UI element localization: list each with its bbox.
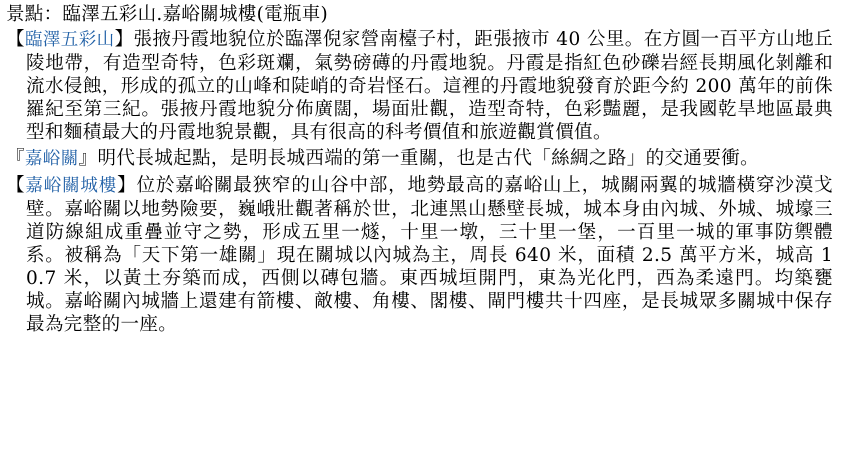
- section-text: 明代長城起點，是明長城西端的第一重關，也是古代「絲綢之路」的交通要衝。: [97, 148, 760, 169]
- bracket-close: 】: [114, 29, 134, 50]
- section-text: 位於嘉峪關最狹窄的山谷中部，地勢最高的嘉峪山上，城關兩翼的城牆橫穿沙漠戈壁。嘉峪關以地勢險要，巍峨壯觀著稱於世，北連黑山懸壁長城，城本身由內城、外城、城壕三道防線組成重疊並守之勢，形成五里一燧，十里一墩，三十里一堡，一百里一城的軍事防禦體系。被稱為「天下第一雄關」現在關城以內城為主，周長 640 米，面積 2.5 萬平方米，城高 10.7 米，以黃土夯築而成，西側以磚包牆。東西城垣開門，東為光化門，西為柔遠門。均築甕城。嘉峪關內城牆上還建有箭樓、敵樓、角樓、閣樓、閘門樓共十四座，是長城眾多關城中保存最為完整的一座。: [26, 175, 833, 335]
- section-jiayuguan: [6, 147, 833, 171]
- section-jiayuguan-fortress-tower: [6, 174, 833, 336]
- section-term: 嘉峪關城樓: [25, 176, 118, 196]
- section-term: 嘉峪關: [24, 149, 79, 169]
- section-linze-colorful-mountain: [6, 28, 833, 144]
- section-term: 臨澤五彩山: [24, 30, 115, 50]
- page-title: 景點：臨澤五彩山.嘉峪關城樓(電瓶車): [6, 4, 329, 25]
- section-text: 張掖丹霞地貌位於臨澤倪家營南檯子村，距張掖市 40 公里。在方圓一百平方山地丘陵地帶，有造型奇特，色彩斑斕，氣勢磅礡的丹霞地貌。丹霞是指紅色砂礫岩經長期風化剝離和流水侵蝕，形成的孤立的山峰和陡峭的奇岩怪石。這裡的丹霞地貌發育於距今約 200 萬年的前侏羅紀至第三紀。張掖丹霞地貌分佈廣闊，場面壯觀，造型奇特，色彩豔麗，是我國乾旱地區最典型和麵積最大的丹霞地貌景觀，具有很高的科考價值和旅遊觀賞價值。: [26, 29, 834, 143]
- bracket-close: 』: [78, 148, 98, 169]
- bracket-open: 【: [6, 29, 25, 50]
- bracket-open: 【: [6, 175, 26, 196]
- bracket-open: 『: [6, 148, 25, 169]
- bracket-close: 】: [117, 175, 137, 196]
